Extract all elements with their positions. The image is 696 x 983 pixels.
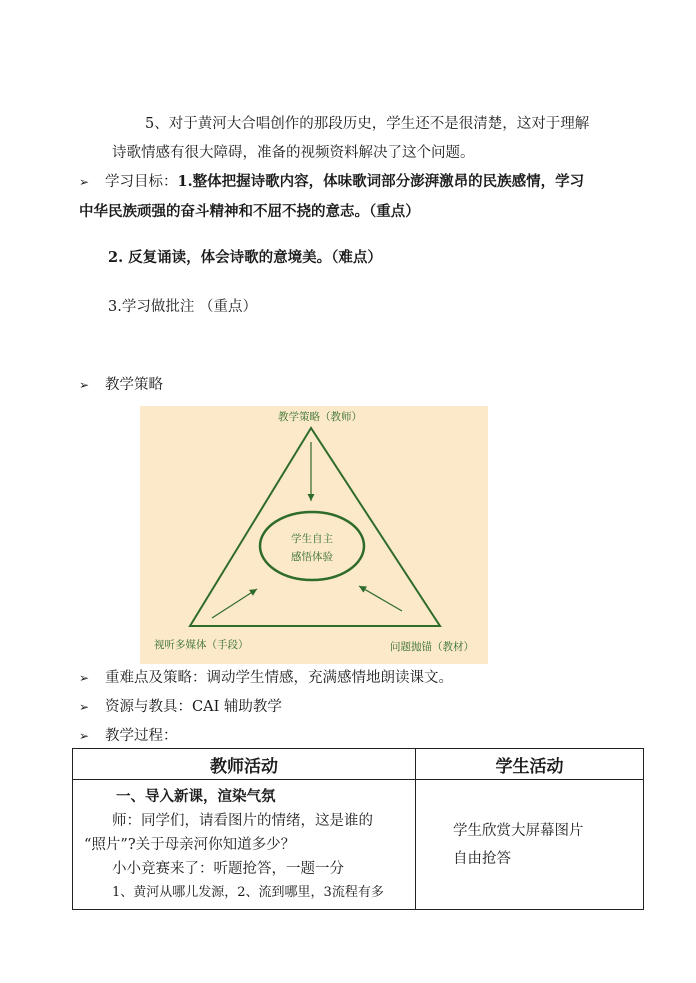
strategy-diagram (140, 406, 488, 664)
table-header-row (73, 749, 644, 780)
goals-item-1a: 1.整体把握诗歌内容，体味歌词部分澎湃激昂的民族感情，学习 (177, 173, 585, 190)
teacher-line-2: “照片”?关于母亲河你知道多少？ (84, 837, 296, 853)
student-line-1: 学生欣赏大屏幕图片 (453, 823, 584, 839)
teacher-activity-header: 教师活动 (73, 749, 416, 780)
diagram-top-label: 教学策略（教师） (278, 411, 362, 423)
goals-item-2: 2. 反复诵读，体会诗歌的意境美。（难点） (108, 249, 382, 266)
bullet-icon: ➢ (79, 700, 90, 714)
strategy-heading: 教学策略 (105, 377, 163, 393)
goals-line-1 (105, 172, 584, 192)
diagram-left-label: 视听多媒体（手段） (154, 639, 249, 651)
goals-item-3: 3.学习做批注 （重点） (108, 299, 257, 315)
teacher-activity-cell (73, 780, 416, 910)
diagram-right-label: 问题抛锚（教材） (390, 641, 474, 653)
resources: 资源与教具：CAI 辅助教学 (105, 699, 282, 715)
teacher-line-3: 小小竞赛来了：听题抢答，一题一分 (112, 861, 344, 877)
teacher-line-4: 1、黄河从哪儿发源，2、流到哪里，3流程有多 (112, 885, 384, 900)
bullet-icon: ➢ (79, 671, 90, 685)
student-activity-cell (416, 780, 644, 910)
process-table (72, 748, 644, 910)
teacher-line-1: 师：同学们，请看图片的情绪，这是谁的 (112, 813, 373, 829)
intro-line-2: 诗歌情感有很大障碍，准备的视频资料解决了这个问题。 (112, 145, 475, 161)
bullet-icon: ➢ (79, 729, 90, 743)
bullet-icon: ➢ (79, 378, 90, 392)
intro-line-1: 5、对于黄河大合唱创作的那段历史，学生还不是很清楚，这对于理解 (145, 116, 590, 132)
diagram-center-line-2: 感悟体验 (291, 551, 333, 563)
student-line-2: 自由抢答 (453, 851, 511, 867)
diagram-center-line-1: 学生自主 (291, 533, 333, 545)
section-title: 一、导入新课，渲染气氛 (116, 788, 276, 805)
bullet-icon: ➢ (79, 175, 90, 189)
goals-prefix: 学习目标： (105, 174, 178, 190)
student-activity-header: 学生活动 (416, 749, 644, 780)
goals-item-1b: 中华民族顽强的奋斗精神和不屈不挠的意志。（重点） (79, 203, 420, 220)
table-row (73, 780, 644, 910)
key-points: 重难点及策略：调动学生情感，充满感情地朗读课文。 (105, 670, 453, 686)
process-heading: 教学过程： (105, 728, 178, 744)
